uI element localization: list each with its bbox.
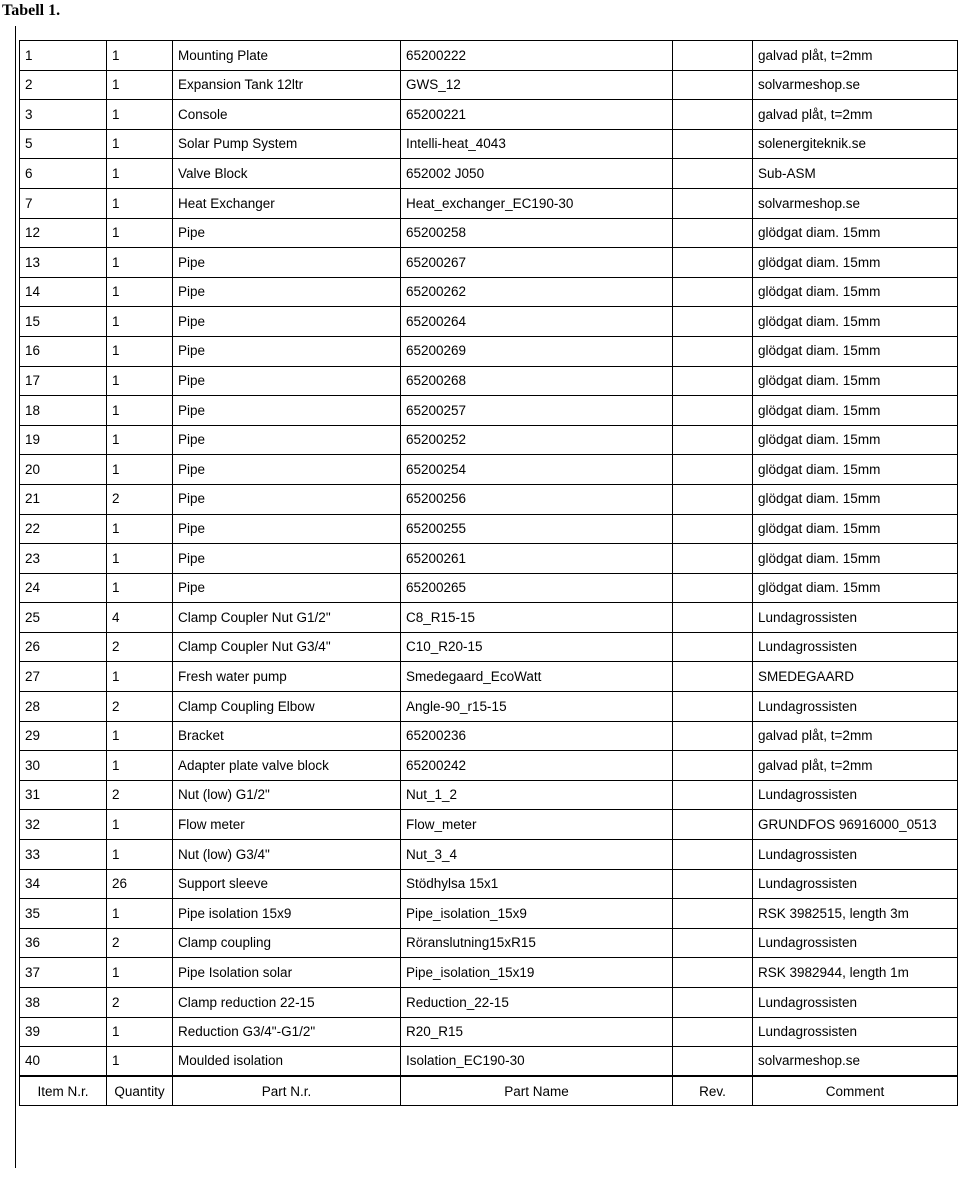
part-name-cell: 65200252 — [401, 425, 673, 455]
part-name-cell: 65200268 — [401, 366, 673, 396]
table-row — [20, 869, 958, 899]
quantity-cell: 1 — [107, 307, 173, 337]
comment-cell: SMEDEGAARD — [753, 662, 958, 692]
part-number-cell: Valve Block — [173, 159, 401, 189]
part-number-cell: Clamp reduction 22-15 — [173, 988, 401, 1018]
part-name-cell: 652002 J050 — [401, 159, 673, 189]
comment-cell: glödgat diam. 15mm — [753, 514, 958, 544]
table-caption: Tabell 1. — [2, 2, 61, 19]
item-number-cell: 5 — [20, 129, 107, 159]
table-row — [20, 603, 958, 633]
quantity-cell: 1 — [107, 336, 173, 366]
revision-cell — [673, 958, 753, 988]
quantity-cell: 2 — [107, 632, 173, 662]
revision-cell — [673, 692, 753, 722]
quantity-cell: 2 — [107, 484, 173, 514]
revision-cell — [673, 248, 753, 278]
part-number-cell: Pipe — [173, 248, 401, 278]
part-name-cell: Nut_1_2 — [401, 780, 673, 810]
quantity-cell: 1 — [107, 129, 173, 159]
revision-cell — [673, 484, 753, 514]
table-row — [20, 958, 958, 988]
comment-cell: Lundagrossisten — [753, 780, 958, 810]
revision-cell — [673, 100, 753, 130]
quantity-cell: 2 — [107, 988, 173, 1018]
revision-cell — [673, 396, 753, 426]
revision-cell — [673, 159, 753, 189]
comment-cell: Lundagrossisten — [753, 928, 958, 958]
part-number-cell: Clamp Coupling Elbow — [173, 692, 401, 722]
table-row — [20, 899, 958, 929]
part-number-cell: Nut (low) G1/2" — [173, 780, 401, 810]
revision-cell — [673, 573, 753, 603]
part-number-cell: Bracket — [173, 721, 401, 751]
parts-list-body — [20, 41, 958, 1106]
quantity-cell: 26 — [107, 869, 173, 899]
part-number-cell: Pipe — [173, 484, 401, 514]
comment-cell: glödgat diam. 15mm — [753, 218, 958, 248]
revision-cell — [673, 780, 753, 810]
table-row — [20, 1017, 958, 1047]
part-number-cell: Clamp Coupler Nut G1/2" — [173, 603, 401, 633]
revision-cell — [673, 899, 753, 929]
quantity-cell: 1 — [107, 662, 173, 692]
part-name-cell: Flow_meter — [401, 810, 673, 840]
quantity-cell: 1 — [107, 751, 173, 781]
item-number-cell: 6 — [20, 159, 107, 189]
table-row — [20, 218, 958, 248]
table-row — [20, 307, 958, 337]
revision-cell — [673, 307, 753, 337]
item-number-cell: 3 — [20, 100, 107, 130]
part-name-cell: Reduction_22-15 — [401, 988, 673, 1018]
revision-cell — [673, 129, 753, 159]
part-name-cell: C10_R20-15 — [401, 632, 673, 662]
part-name-cell: 65200255 — [401, 514, 673, 544]
table-row — [20, 514, 958, 544]
comment-cell: galvad plåt, t=2mm — [753, 721, 958, 751]
comment-cell: Lundagrossisten — [753, 1017, 958, 1047]
revision-cell — [673, 455, 753, 485]
comment-cell: Lundagrossisten — [753, 632, 958, 662]
part-number-cell: Heat Exchanger — [173, 188, 401, 218]
part-name-cell: 65200257 — [401, 396, 673, 426]
revision-cell — [673, 218, 753, 248]
part-number-cell: Pipe — [173, 277, 401, 307]
part-number-cell: Expansion Tank 12ltr — [173, 70, 401, 100]
part-name-header: Part Name — [401, 1076, 673, 1106]
part-number-cell: Pipe — [173, 514, 401, 544]
part-number-cell: Pipe — [173, 336, 401, 366]
part-name-cell: GWS_12 — [401, 70, 673, 100]
part-name-cell: 65200221 — [401, 100, 673, 130]
revision-cell — [673, 70, 753, 100]
revision-cell — [673, 632, 753, 662]
item-number-cell: 22 — [20, 514, 107, 544]
quantity-cell: 1 — [107, 366, 173, 396]
comment-cell: galvad plåt, t=2mm — [753, 751, 958, 781]
part-number-cell: Nut (low) G3/4" — [173, 840, 401, 870]
part-name-cell: 65200236 — [401, 721, 673, 751]
comment-cell: glödgat diam. 15mm — [753, 484, 958, 514]
comment-cell: glödgat diam. 15mm — [753, 455, 958, 485]
item-number-cell: 32 — [20, 810, 107, 840]
part-name-cell: 65200261 — [401, 544, 673, 574]
item-number-cell: 13 — [20, 248, 107, 278]
comment-cell: glödgat diam. 15mm — [753, 307, 958, 337]
table-row — [20, 573, 958, 603]
comment-cell: solvarmeshop.se — [753, 1047, 958, 1077]
item-number-cell: 7 — [20, 188, 107, 218]
part-name-cell: 65200256 — [401, 484, 673, 514]
table-row — [20, 425, 958, 455]
quantity-cell: 1 — [107, 41, 173, 71]
revision-cell — [673, 277, 753, 307]
item-number-cell: 38 — [20, 988, 107, 1018]
revision-cell — [673, 336, 753, 366]
revision-cell — [673, 810, 753, 840]
quantity-cell: 1 — [107, 70, 173, 100]
part-name-cell: C8_R15-15 — [401, 603, 673, 633]
item-number-cell: 21 — [20, 484, 107, 514]
item-number-cell: 30 — [20, 751, 107, 781]
quantity-cell: 1 — [107, 899, 173, 929]
part-name-cell: Smedegaard_EcoWatt — [401, 662, 673, 692]
revision-cell — [673, 840, 753, 870]
comment-cell: Lundagrossisten — [753, 692, 958, 722]
item-number-header: Item N.r. — [20, 1076, 107, 1106]
part-number-cell: Reduction G3/4"-G1/2" — [173, 1017, 401, 1047]
item-number-cell: 14 — [20, 277, 107, 307]
comment-cell: glödgat diam. 15mm — [753, 425, 958, 455]
part-number-cell: Pipe — [173, 544, 401, 574]
quantity-cell: 1 — [107, 455, 173, 485]
quantity-cell: 1 — [107, 100, 173, 130]
part-number-cell: Support sleeve — [173, 869, 401, 899]
part-name-cell: Isolation_EC190-30 — [401, 1047, 673, 1077]
part-number-cell: Clamp coupling — [173, 928, 401, 958]
part-number-cell: Pipe isolation 15x9 — [173, 899, 401, 929]
comment-cell: solvarmeshop.se — [753, 188, 958, 218]
comment-cell: RSK 3982944, length 1m — [753, 958, 958, 988]
part-name-cell: 65200222 — [401, 41, 673, 71]
part-number-cell: Adapter plate valve block — [173, 751, 401, 781]
comment-cell: glödgat diam. 15mm — [753, 277, 958, 307]
quantity-cell: 1 — [107, 958, 173, 988]
quantity-cell: 1 — [107, 514, 173, 544]
table-row — [20, 396, 958, 426]
quantity-cell: 1 — [107, 396, 173, 426]
part-name-cell: Stödhylsa 15x1 — [401, 869, 673, 899]
part-name-cell: Nut_3_4 — [401, 840, 673, 870]
part-name-cell: R20_R15 — [401, 1017, 673, 1047]
table-row — [20, 70, 958, 100]
comment-cell: galvad plåt, t=2mm — [753, 100, 958, 130]
quantity-cell: 1 — [107, 573, 173, 603]
item-number-cell: 39 — [20, 1017, 107, 1047]
item-number-cell: 27 — [20, 662, 107, 692]
part-name-cell: 65200267 — [401, 248, 673, 278]
revision-cell — [673, 1017, 753, 1047]
item-number-cell: 29 — [20, 721, 107, 751]
comment-cell: GRUNDFOS 96916000_0513 — [753, 810, 958, 840]
table-row — [20, 751, 958, 781]
part-number-cell: Pipe — [173, 573, 401, 603]
part-number-cell: Pipe — [173, 425, 401, 455]
quantity-cell: 1 — [107, 840, 173, 870]
part-name-cell: 65200258 — [401, 218, 673, 248]
quantity-header: Quantity — [107, 1076, 173, 1106]
table-row — [20, 129, 958, 159]
part-number-cell: Pipe — [173, 455, 401, 485]
quantity-cell: 1 — [107, 721, 173, 751]
quantity-cell: 1 — [107, 425, 173, 455]
part-number-header: Part N.r. — [173, 1076, 401, 1106]
table-row — [20, 988, 958, 1018]
item-number-cell: 12 — [20, 218, 107, 248]
item-number-cell: 34 — [20, 869, 107, 899]
table-row — [20, 1047, 958, 1077]
revision-cell — [673, 869, 753, 899]
comment-cell: Lundagrossisten — [753, 840, 958, 870]
table-row — [20, 248, 958, 278]
table-row — [20, 41, 958, 71]
quantity-cell: 2 — [107, 692, 173, 722]
table-row — [20, 100, 958, 130]
comment-cell: galvad plåt, t=2mm — [753, 41, 958, 71]
part-number-cell: Solar Pump System — [173, 129, 401, 159]
comment-cell: Sub-ASM — [753, 159, 958, 189]
comment-cell: glödgat diam. 15mm — [753, 544, 958, 574]
part-name-cell: Röranslutning15xR15 — [401, 928, 673, 958]
part-name-cell: 65200242 — [401, 751, 673, 781]
header-row — [20, 1076, 958, 1106]
item-number-cell: 1 — [20, 41, 107, 71]
comment-cell: glödgat diam. 15mm — [753, 573, 958, 603]
part-name-cell: Intelli-heat_4043 — [401, 129, 673, 159]
part-number-cell: Pipe — [173, 218, 401, 248]
revision-cell — [673, 425, 753, 455]
quantity-cell: 1 — [107, 159, 173, 189]
revision-cell — [673, 662, 753, 692]
item-number-cell: 19 — [20, 425, 107, 455]
quantity-cell: 1 — [107, 248, 173, 278]
item-number-cell: 36 — [20, 928, 107, 958]
item-number-cell: 24 — [20, 573, 107, 603]
revision-cell — [673, 928, 753, 958]
part-name-cell: Pipe_isolation_15x9 — [401, 899, 673, 929]
table-row — [20, 721, 958, 751]
comment-cell: glödgat diam. 15mm — [753, 336, 958, 366]
comment-cell: Lundagrossisten — [753, 603, 958, 633]
comment-cell: RSK 3982515, length 3m — [753, 899, 958, 929]
comment-cell: Lundagrossisten — [753, 869, 958, 899]
quantity-cell: 1 — [107, 1047, 173, 1077]
item-number-cell: 23 — [20, 544, 107, 574]
item-number-cell: 20 — [20, 455, 107, 485]
comment-cell: glödgat diam. 15mm — [753, 366, 958, 396]
comment-cell: glödgat diam. 15mm — [753, 248, 958, 278]
part-number-cell: Mounting Plate — [173, 41, 401, 71]
table-row — [20, 544, 958, 574]
revision-cell — [673, 751, 753, 781]
table-row — [20, 484, 958, 514]
table-row — [20, 662, 958, 692]
part-number-cell: Pipe Isolation solar — [173, 958, 401, 988]
item-number-cell: 31 — [20, 780, 107, 810]
part-name-cell: 65200264 — [401, 307, 673, 337]
table-row — [20, 780, 958, 810]
part-name-cell: Angle-90_r15-15 — [401, 692, 673, 722]
revision-cell — [673, 1047, 753, 1077]
quantity-cell: 1 — [107, 810, 173, 840]
quantity-cell: 2 — [107, 928, 173, 958]
item-number-cell: 37 — [20, 958, 107, 988]
part-number-cell: Pipe — [173, 396, 401, 426]
item-number-cell: 26 — [20, 632, 107, 662]
part-number-cell: Pipe — [173, 366, 401, 396]
table-row — [20, 336, 958, 366]
revision-cell — [673, 721, 753, 751]
revision-cell — [673, 188, 753, 218]
revision-cell — [673, 41, 753, 71]
table-row — [20, 366, 958, 396]
table-row — [20, 277, 958, 307]
part-name-cell: 65200269 — [401, 336, 673, 366]
quantity-cell: 1 — [107, 218, 173, 248]
parts-list-table — [19, 40, 958, 1106]
item-number-cell: 16 — [20, 336, 107, 366]
part-number-cell: Console — [173, 100, 401, 130]
comment-header: Comment — [753, 1076, 958, 1106]
revision-cell — [673, 544, 753, 574]
quantity-cell: 1 — [107, 544, 173, 574]
margin-rule — [15, 26, 16, 1168]
item-number-cell: 17 — [20, 366, 107, 396]
table-row — [20, 692, 958, 722]
table-row — [20, 632, 958, 662]
item-number-cell: 18 — [20, 396, 107, 426]
comment-cell: Lundagrossisten — [753, 988, 958, 1018]
quantity-cell: 1 — [107, 188, 173, 218]
part-number-cell: Moulded isolation — [173, 1047, 401, 1077]
revision-cell — [673, 988, 753, 1018]
quantity-cell: 1 — [107, 277, 173, 307]
item-number-cell: 28 — [20, 692, 107, 722]
revision-cell — [673, 514, 753, 544]
item-number-cell: 15 — [20, 307, 107, 337]
revision-header: Rev. — [673, 1076, 753, 1106]
part-name-cell: Heat_exchanger_EC190-30 — [401, 188, 673, 218]
part-name-cell: Pipe_isolation_15x19 — [401, 958, 673, 988]
part-name-cell: 65200262 — [401, 277, 673, 307]
item-number-cell: 33 — [20, 840, 107, 870]
comment-cell: glödgat diam. 15mm — [753, 396, 958, 426]
item-number-cell: 25 — [20, 603, 107, 633]
item-number-cell: 35 — [20, 899, 107, 929]
part-name-cell: 65200254 — [401, 455, 673, 485]
revision-cell — [673, 366, 753, 396]
part-number-cell: Clamp Coupler Nut G3/4" — [173, 632, 401, 662]
item-number-cell: 40 — [20, 1047, 107, 1077]
part-number-cell: Pipe — [173, 307, 401, 337]
quantity-cell: 4 — [107, 603, 173, 633]
table-row — [20, 455, 958, 485]
table-row — [20, 928, 958, 958]
comment-cell: solenergiteknik.se — [753, 129, 958, 159]
table-row — [20, 810, 958, 840]
quantity-cell: 1 — [107, 1017, 173, 1047]
table-row — [20, 159, 958, 189]
table-row — [20, 188, 958, 218]
item-number-cell: 2 — [20, 70, 107, 100]
quantity-cell: 2 — [107, 780, 173, 810]
part-name-cell: 65200265 — [401, 573, 673, 603]
part-number-cell: Fresh water pump — [173, 662, 401, 692]
part-number-cell: Flow meter — [173, 810, 401, 840]
revision-cell — [673, 603, 753, 633]
table-row — [20, 840, 958, 870]
comment-cell: solvarmeshop.se — [753, 70, 958, 100]
